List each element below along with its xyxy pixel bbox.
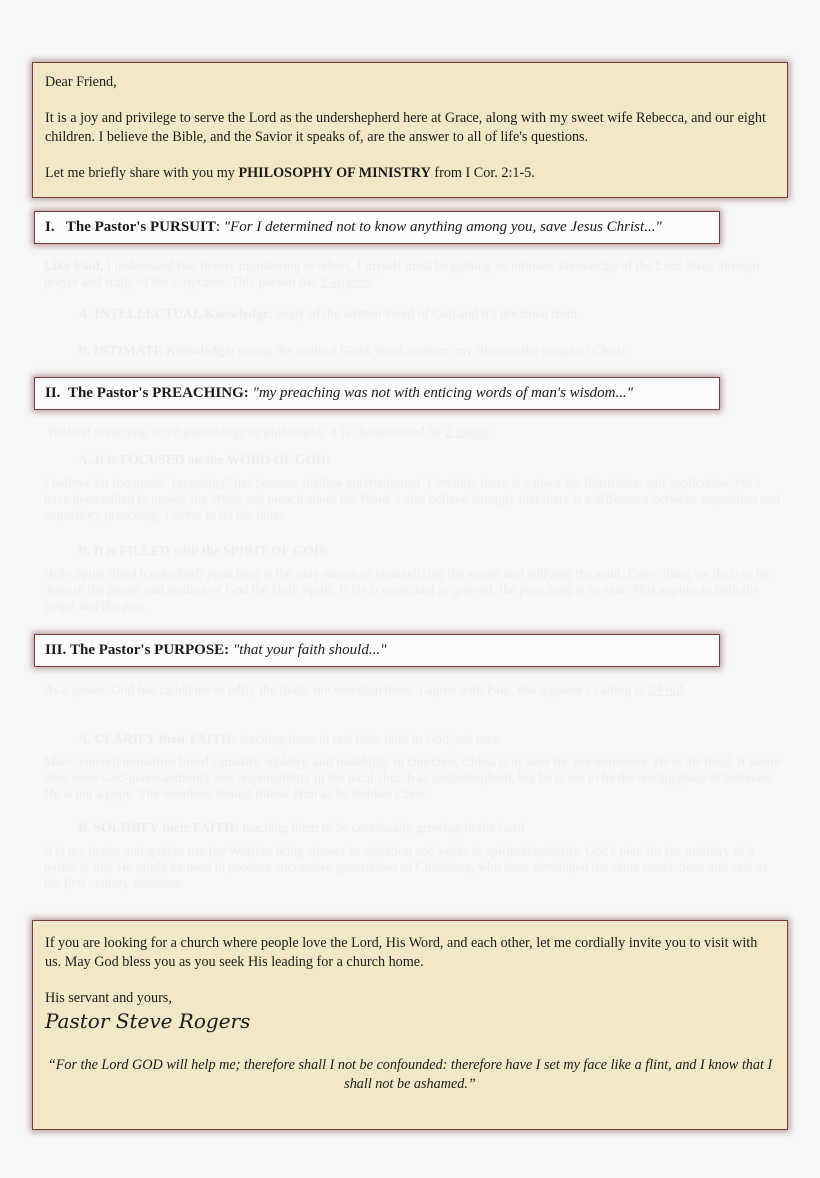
preaching-link: 2 things — [445, 424, 489, 439]
purpose-link: 2-Fold — [646, 682, 683, 697]
section-header-purpose — [34, 634, 720, 667]
signature: Pastor Steve Rogers — [45, 1009, 251, 1033]
pursuit-point-a — [78, 306, 818, 322]
pursuit-link: 2 aspects — [320, 274, 370, 289]
section-header-pursuit — [34, 211, 720, 244]
philosophy-pre: Let me briefly share with you my — [45, 165, 239, 181]
point-b-label: B. INTIMATE Knowledge: — [78, 343, 235, 358]
purpose-point-a — [78, 731, 818, 747]
pursuit-point-b — [78, 343, 818, 359]
purpose-point-b — [78, 820, 818, 836]
intro-paragraph: It is a joy and privilege to serve the Lord as the undershepherd here at Grace, along with my sweet wife Rebecca, and our eight children. I believe the Bible, and the Savior it speaks of, are the answer to all of life's questions. — [45, 110, 766, 145]
pursuit-body-text: I understand that before ministering to others, I myself must be gaining an intimate knowledge of the Lord Jesus through prayer and study of the scriptures. This pursuit has — [44, 258, 759, 289]
pursuit-body-end: : — [369, 274, 374, 289]
point-b-text: teaching them to be continually growing in the Lord. — [239, 820, 528, 835]
preaching-point-a-text: I believe far too much "preaching" has become shallow entertainment. Certainly there is a place for illustration and application, but I have been called to preach the Word, not preach about the Word. I also believe strongly that there is a difference between exposition and expository preaching. I strive to do the latter. — [44, 475, 780, 522]
preaching-point-a-heading — [78, 452, 818, 468]
preaching-point-b-text: Holy Spirit filled (controlled) preaching is the only means of evangelizing the sinner and edifying the saint. Every thing we do is to be done in the power and leading of God the Holy Spirit. If He is quenched or grieved, the preaching is in vain. This applies to both the pulpit and the pew. — [44, 566, 770, 613]
section-title: The Pastor's PREACHING: — [67, 385, 249, 401]
closing-box — [32, 920, 788, 1130]
purpose-body — [44, 682, 784, 698]
closing-verse: “For the Lord GOD will help me; therefore shall I not be confounded: therefore have I set my face like a flint, and I know that I shall not be ashamed.” — [47, 1057, 773, 1092]
point-a-label: A. INTELLECTUAL Knowledge — [78, 306, 269, 321]
greeting: Dear Friend, — [45, 74, 117, 90]
purpose-point-b-text — [44, 843, 784, 891]
pursuit-body — [44, 258, 784, 290]
point-b-text-pre: It is my desire and goal to use the Word to bring sinners to salvation and saints to spiritual maturity. God's plan for the ministry of a pastor is that He might be used to produce successive generations of Christians, who have developed the same convictions and zeal as the — [44, 843, 768, 890]
section-title: The Pastor's PURSUIT — [65, 219, 216, 235]
purpose-body-text: As a pastor, God has called me to edify the flock, not entertain them. I agree with Paul, that a pastor's calling is — [44, 682, 647, 697]
preaching-point-b-heading — [78, 543, 818, 559]
point-b-label: B. It is FILLED with the SPIRIT OF GOD: — [78, 543, 329, 558]
pursuit-body-lead: Like Paul, — [44, 258, 104, 273]
section-quote: "For I determined not to know anything among you, save Jesus Christ..." — [223, 219, 662, 235]
preaching-body-text: Biblical preaching is not psychology or philosophy, it is characterized by — [48, 424, 446, 439]
section-numeral: III. — [45, 642, 67, 658]
section-numeral: I. — [45, 219, 55, 235]
section-quote: "my preaching was not with enticing words of man's wisdom..." — [252, 385, 634, 401]
purpose-body-end: : — [682, 682, 687, 697]
preaching-body — [48, 424, 788, 440]
section-header-preaching — [34, 377, 720, 410]
point-b-text-italic: first century — [63, 875, 130, 890]
point-a-text: teaching them to rest their faith in God, not men. — [236, 731, 503, 746]
point-a-label: A. It is FOCUSED on the WORD OF GOD: — [78, 452, 331, 467]
intro-box — [32, 62, 788, 198]
philosophy-heading: PHILOSOPHY OF MINISTRY — [238, 165, 431, 181]
point-b-text-post: churches. — [129, 875, 185, 890]
section-numeral: II. — [45, 385, 61, 401]
section-quote: "that your faith should..." — [232, 642, 387, 658]
section-title: The Pastor's PURPOSE: — [70, 642, 230, 658]
point-b-label: B. SOLIDIFY their FAITH: — [78, 820, 240, 835]
philosophy-line — [45, 164, 775, 183]
point-a-text: : study of the written Word of God and it's doctrinal truth. — [268, 306, 581, 321]
philosophy-post: from I Cor. 2:1-5. — [430, 165, 535, 181]
purpose-point-a-text: Man-centered ministries breed carnality, idolatry, and instability in churches. Christ is to have the pre-eminence. He is the head. A pastor does have God-given authority and responsibility in the local church as undershepherd, but he is not to be the resting place of believers. He is not a pope. The members should follow Him as he follows Christ. — [44, 754, 782, 801]
section-colon: : — [215, 219, 221, 235]
invite-paragraph: If you are looking for a church where people love the Lord, His Word, and each other, let me cordially invite you to visit with us. May God bless you as you seek His leading for a church home. — [45, 935, 758, 970]
point-b-text: seeing the truth of God's Word conform my life into the image of Christ. — [234, 343, 630, 358]
point-a-label: A. CLARIFY their FAITH: — [78, 731, 236, 746]
preaching-body-end: : — [488, 424, 493, 439]
signoff: His servant and yours, — [45, 990, 172, 1006]
